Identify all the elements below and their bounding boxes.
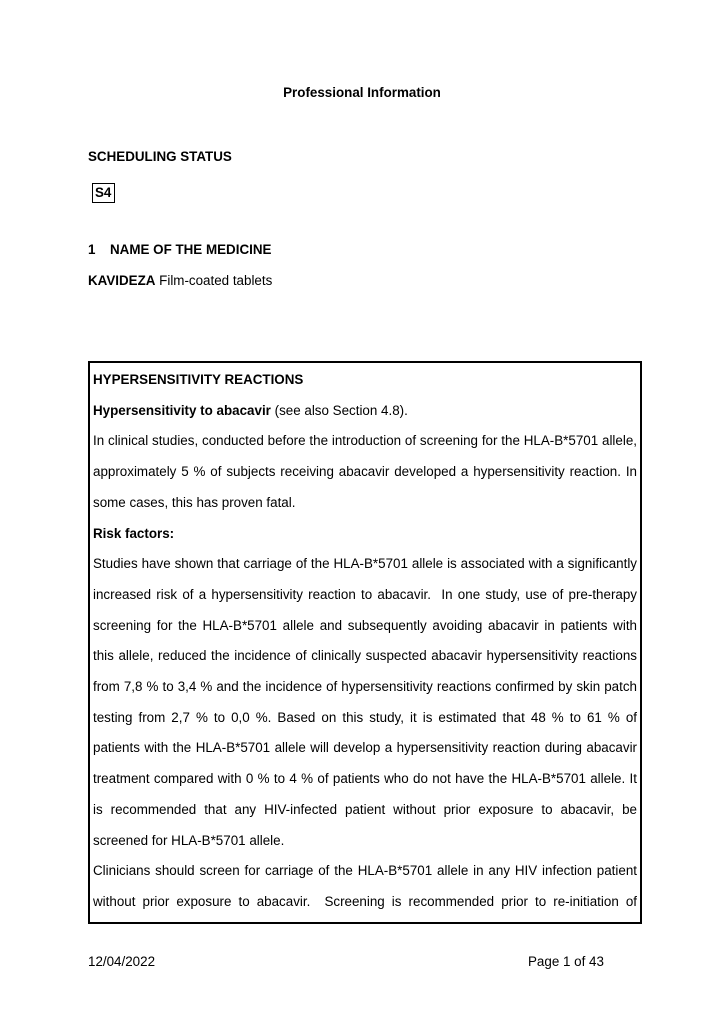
product-name: KAVIDEZA [88,273,156,288]
risk-factors-heading: Risk factors: [93,525,175,541]
page-header-title: Professional Information [283,85,441,100]
product-form: Film-coated tablets [155,273,273,288]
warning-box-subtitle [93,396,637,427]
product-name-line [88,273,272,288]
warning-paragraph-clinicians: Clinicians should screen for carriage of the HLA-B*5701 allele in any HIV infection patient without prior exposure to abacavir. Screening is recommended prior to re-initiation of [93,863,637,909]
section-1-heading [88,242,271,257]
warning-box-title: HYPERSENSITIVITY REACTIONS [93,372,304,387]
warning-paragraph-risk-factors: Studies have shown that carriage of the HLA-B*5701 allele is associated with a significantly increased risk of a hypersensitivity reaction to abacavir. In one study, use of pre-therapy screening for the HLA-B*5701 allele and subsequently avoiding abacavir in patients with this allele, reduced the incidence of clinically suspected abacavir hypersensitivity reactions from 7,8 % to 3,4 % and the incidence of hypersensitivity reactions confirmed by skin patch testing from 2,7 % to 0,0 %. Based on this study, it is estimated that 48 % to 61 % of patients with the HLA-B*5701 allele will develop a hypersensitivity reaction during abacavir treatment compared with 0 % to 4 % of patients who do not have the HLA-B*5701 allele. It is recommended that any HIV-infected patient without prior exposure to abacavir, be screened for HLA-B*5701 allele. [93,556,637,848]
section-number: 1 [88,242,96,257]
warning-subtitle-rest-text: (see also Section 4.8). [270,402,408,418]
hypersensitivity-warning-box [88,361,642,924]
warning-subtitle-bold-text: Hypersensitivity to abacavir [93,402,271,418]
warning-paragraph-clinical-studies: In clinical studies, conducted before the introduction of screening for the HLA-B*5701 allele, approximately 5 % of subjects receiving abacavir developed a hypersensitivity reaction. In some cases, this has proven fatal. [93,433,637,510]
footer-page-number: Page 1 of 43 [528,954,604,969]
section-title: NAME OF THE MEDICINE [110,242,272,257]
footer-date: 12/04/2022 [88,954,156,969]
scheduling-status-heading: SCHEDULING STATUS [88,149,232,164]
scheduling-status-badge: S4 [92,183,115,203]
